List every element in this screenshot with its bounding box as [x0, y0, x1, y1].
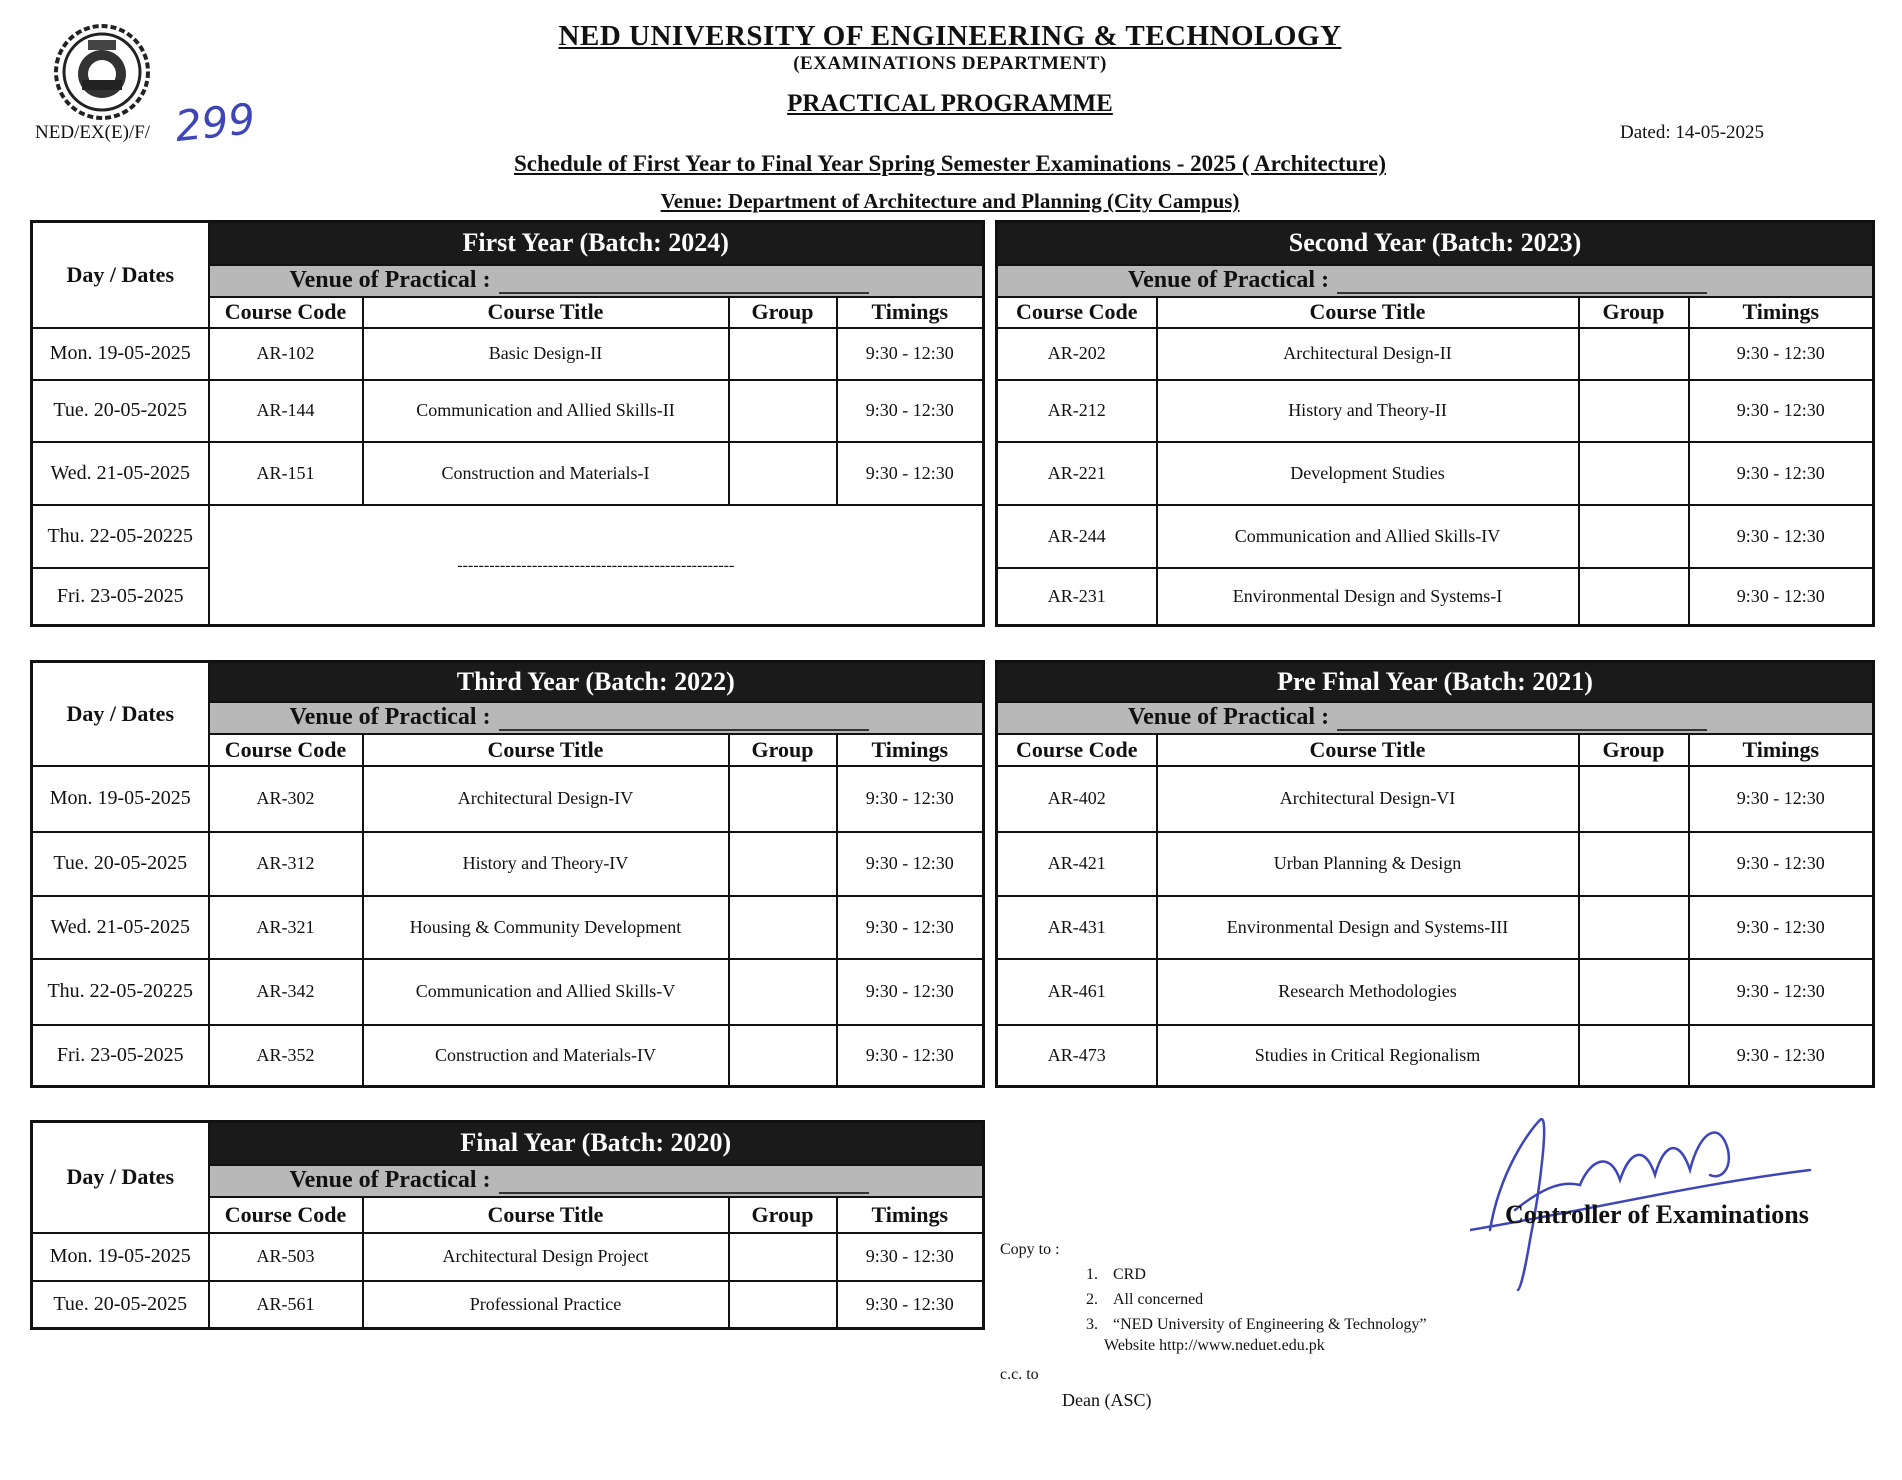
table-row [997, 896, 1874, 959]
table-row [32, 896, 984, 959]
course-code-header: Course Code [209, 297, 363, 328]
group-cell [729, 328, 837, 380]
venue-blank-line [1337, 711, 1707, 731]
group-header: Group [1579, 734, 1689, 766]
table-row [997, 1025, 1874, 1087]
table-row [32, 328, 984, 380]
day-cell: Tue. 20-05-2025 [32, 1281, 209, 1329]
course-code-header: Course Code [997, 734, 1157, 766]
timings-cell: 9:30 - 12:30 [1689, 568, 1874, 626]
course-title-cell: Architectural Design-IV [363, 766, 729, 832]
list-number: 1. [1086, 1266, 1098, 1283]
course-code-cell: AR-421 [997, 832, 1157, 896]
timings-cell: 9:30 - 12:30 [1689, 328, 1874, 380]
venue-label: Venue of Practical : [1128, 704, 1330, 730]
course-title-cell: Environmental Design and Systems-III [1157, 896, 1579, 959]
group-cell [1579, 442, 1689, 505]
group-cell [729, 766, 837, 832]
copy-list [1086, 1262, 1427, 1337]
reference-label: NED/EX(E)/F/ [35, 122, 151, 143]
timings-header: Timings [837, 297, 984, 328]
year-title: Second Year (Batch: 2023) [997, 222, 1874, 265]
course-title-cell: History and Theory-IV [363, 832, 729, 896]
course-code-cell: AR-102 [209, 328, 363, 380]
course-code-cell: AR-202 [997, 328, 1157, 380]
group-header: Group [729, 1197, 837, 1233]
table-row [32, 766, 984, 832]
course-code-cell: AR-302 [209, 766, 363, 832]
course-code-cell: AR-151 [209, 442, 363, 505]
day-cell: Wed. 21-05-2025 [32, 442, 209, 505]
copy-to-label: Copy to : [1000, 1241, 1060, 1258]
table-row [32, 442, 984, 505]
group-cell [729, 1025, 837, 1087]
course-code-cell: AR-503 [209, 1233, 363, 1281]
list-number: 3. [1086, 1316, 1098, 1333]
programme-title: PRACTICAL PROGRAMME [787, 90, 1113, 117]
course-code-header: Course Code [209, 1197, 363, 1233]
course-title-cell: Development Studies [1157, 442, 1579, 505]
group-cell [1579, 896, 1689, 959]
timings-cell: 9:30 - 12:30 [837, 442, 984, 505]
day-dates-header: Day / Dates [32, 222, 209, 328]
day-dates-header: Day / Dates [32, 1122, 209, 1233]
course-title-header: Course Title [1157, 297, 1579, 328]
venue-of-practical [209, 702, 984, 734]
no-exam-block [209, 505, 984, 626]
controller-of-examinations: Controller of Examinations [1505, 1200, 1809, 1229]
course-title-cell: Architectural Design-II [1157, 328, 1579, 380]
cc-dean: Dean (ASC) [1062, 1390, 1152, 1410]
day-cell: Tue. 20-05-2025 [32, 380, 209, 442]
course-code-cell: AR-461 [997, 959, 1157, 1025]
day-dates-header: Day / Dates [32, 662, 209, 766]
handwritten-signature [1470, 1090, 1830, 1300]
table-row [32, 1281, 984, 1329]
course-code-cell: AR-561 [209, 1281, 363, 1329]
timings-cell: 9:30 - 12:30 [1689, 1025, 1874, 1087]
year-title: Pre Final Year (Batch: 2021) [997, 662, 1874, 702]
venue-blank-line [499, 711, 869, 731]
course-title-cell: Studies in Critical Regionalism [1157, 1025, 1579, 1087]
course-code-cell: AR-231 [997, 568, 1157, 626]
day-cell: Wed. 21-05-2025 [32, 896, 209, 959]
day-cell: Mon. 19-05-2025 [32, 1233, 209, 1281]
group-cell [729, 380, 837, 442]
schedule-title: Schedule of First Year to Final Year Spring Semester Examinations - 2025 ( Architecture) [513, 151, 1386, 176]
timings-cell: 9:30 - 12:30 [837, 832, 984, 896]
timings-cell: 9:30 - 12:30 [837, 766, 984, 832]
course-code-cell: AR-321 [209, 896, 363, 959]
course-code-header: Course Code [997, 297, 1157, 328]
venue-of-practical [997, 265, 1874, 297]
table-row [32, 380, 984, 442]
group-header: Group [729, 734, 837, 766]
table-row [997, 505, 1874, 568]
timings-cell: 9:30 - 12:30 [837, 896, 984, 959]
course-code-cell: AR-212 [997, 380, 1157, 442]
document-date: Dated: 14-05-2025 [1620, 122, 1765, 143]
day-cell: Fri. 23-05-2025 [32, 568, 209, 626]
venue-label: Venue of Practical : [289, 1167, 491, 1193]
group-header: Group [1579, 297, 1689, 328]
course-title-cell: Urban Planning & Design [1157, 832, 1579, 896]
timings-cell: 9:30 - 12:30 [1689, 442, 1874, 505]
cc-to-label: c.c. to [1000, 1366, 1039, 1383]
timings-cell: 9:30 - 12:30 [837, 328, 984, 380]
course-title-header: Course Title [363, 1197, 729, 1233]
course-code-cell: AR-144 [209, 380, 363, 442]
course-code-cell: AR-221 [997, 442, 1157, 505]
timings-header: Timings [1689, 297, 1874, 328]
list-number: 2. [1086, 1291, 1098, 1308]
group-cell [1579, 505, 1689, 568]
group-cell [1579, 380, 1689, 442]
course-code-cell: AR-352 [209, 1025, 363, 1087]
course-title-header: Course Title [363, 297, 729, 328]
table-row [997, 328, 1874, 380]
table-row [997, 959, 1874, 1025]
group-cell [729, 896, 837, 959]
course-title-cell: Research Methodologies [1157, 959, 1579, 1025]
venue-label: Venue of Practical : [1128, 267, 1330, 293]
course-title-cell: Communication and Allied Skills-II [363, 380, 729, 442]
group-cell [729, 1281, 837, 1329]
table-row [32, 1233, 984, 1281]
timings-header: Timings [837, 734, 984, 766]
course-code-cell: AR-473 [997, 1025, 1157, 1087]
venue-label: Venue of Practical : [289, 704, 491, 730]
second-year-table [995, 220, 1875, 627]
day-cell: Thu. 22-05-20225 [32, 505, 209, 568]
group-cell [1579, 1025, 1689, 1087]
university-seal-logo [52, 22, 152, 122]
list-item [1086, 1287, 1427, 1312]
course-title-cell: Housing & Community Development [363, 896, 729, 959]
year-title: Third Year (Batch: 2022) [209, 662, 984, 702]
course-title-cell: Construction and Materials-I [363, 442, 729, 505]
department-name: (EXAMINATIONS DEPARTMENT) [793, 53, 1107, 74]
reference-number-handwritten: 299 [172, 93, 258, 152]
timings-cell: 9:30 - 12:30 [1689, 766, 1874, 832]
course-title-cell: Construction and Materials-IV [363, 1025, 729, 1087]
day-cell: Tue. 20-05-2025 [32, 832, 209, 896]
timings-cell: 9:30 - 12:30 [1689, 505, 1874, 568]
course-title-cell: Communication and Allied Skills-V [363, 959, 729, 1025]
venue-of-practical [997, 702, 1874, 734]
group-cell [1579, 959, 1689, 1025]
third-year-table [30, 660, 985, 1088]
timings-cell: 9:30 - 12:30 [837, 959, 984, 1025]
list-text: All concerned [1113, 1291, 1204, 1308]
day-cell: Thu. 22-05-20225 [32, 959, 209, 1025]
course-title-cell: Architectural Design-VI [1157, 766, 1579, 832]
course-code-cell: AR-312 [209, 832, 363, 896]
year-title: Final Year (Batch: 2020) [209, 1122, 984, 1165]
year-title: First Year (Batch: 2024) [209, 222, 984, 265]
course-title-cell: Communication and Allied Skills-IV [1157, 505, 1579, 568]
day-cell: Fri. 23-05-2025 [32, 1025, 209, 1087]
table-row [32, 1025, 984, 1087]
venue-label: Venue of Practical : [289, 267, 491, 293]
website-line: Website http://www.neduet.edu.pk [1104, 1337, 1325, 1354]
course-code-cell: AR-244 [997, 505, 1157, 568]
timings-header: Timings [1689, 734, 1874, 766]
timings-cell: 9:30 - 12:30 [837, 1025, 984, 1087]
table-row [32, 959, 984, 1025]
group-header: Group [729, 297, 837, 328]
venue-blank-line [1337, 274, 1707, 294]
venue-of-practical [209, 265, 984, 297]
day-cell: Mon. 19-05-2025 [32, 328, 209, 380]
course-title-header: Course Title [363, 734, 729, 766]
timings-cell: 9:30 - 12:30 [1689, 380, 1874, 442]
course-title-cell: Professional Practice [363, 1281, 729, 1329]
timings-header: Timings [837, 1197, 984, 1233]
table-row [997, 380, 1874, 442]
course-title-cell: History and Theory-II [1157, 380, 1579, 442]
venue-of-practical [209, 1165, 984, 1197]
group-cell [1579, 766, 1689, 832]
timings-cell: 9:30 - 12:30 [837, 1281, 984, 1329]
course-title-cell: Environmental Design and Systems-I [1157, 568, 1579, 626]
group-cell [1579, 328, 1689, 380]
day-cell: Mon. 19-05-2025 [32, 766, 209, 832]
venue-blank-line [499, 274, 869, 294]
table-row [997, 442, 1874, 505]
course-title-cell: Basic Design-II [363, 328, 729, 380]
table-row [32, 505, 984, 568]
table-row [997, 766, 1874, 832]
list-item [1086, 1262, 1427, 1287]
timings-cell: 9:30 - 12:30 [1689, 832, 1874, 896]
timings-cell: 9:30 - 12:30 [837, 380, 984, 442]
course-title-header: Course Title [1157, 734, 1579, 766]
group-cell [729, 1233, 837, 1281]
list-text: “NED University of Engineering & Technology” [1113, 1316, 1427, 1333]
table-row [997, 568, 1874, 626]
final-year-table [30, 1120, 985, 1330]
venue-line: Venue: Department of Architecture and Planning (City Campus) [660, 189, 1240, 213]
course-code-cell: AR-431 [997, 896, 1157, 959]
list-item [1086, 1312, 1427, 1337]
course-code-header: Course Code [209, 734, 363, 766]
first-year-table [30, 220, 985, 627]
course-title-cell: Architectural Design Project [363, 1233, 729, 1281]
timings-cell: 9:30 - 12:30 [837, 1233, 984, 1281]
table-row [997, 832, 1874, 896]
university-name: NED UNIVERSITY OF ENGINEERING & TECHNOLOGY [558, 20, 1342, 52]
group-cell [729, 832, 837, 896]
pre-final-year-table [995, 660, 1875, 1088]
timings-cell: 9:30 - 12:30 [1689, 959, 1874, 1025]
course-code-cell: AR-402 [997, 766, 1157, 832]
table-row [32, 832, 984, 896]
group-cell [729, 442, 837, 505]
group-cell [1579, 832, 1689, 896]
course-code-cell: AR-342 [209, 959, 363, 1025]
venue-blank-line [499, 1174, 869, 1194]
no-exam-dash: ---------------------------------------------------- [457, 557, 735, 575]
list-text: CRD [1113, 1266, 1146, 1283]
group-cell [1579, 568, 1689, 626]
timings-cell: 9:30 - 12:30 [1689, 896, 1874, 959]
group-cell [729, 959, 837, 1025]
